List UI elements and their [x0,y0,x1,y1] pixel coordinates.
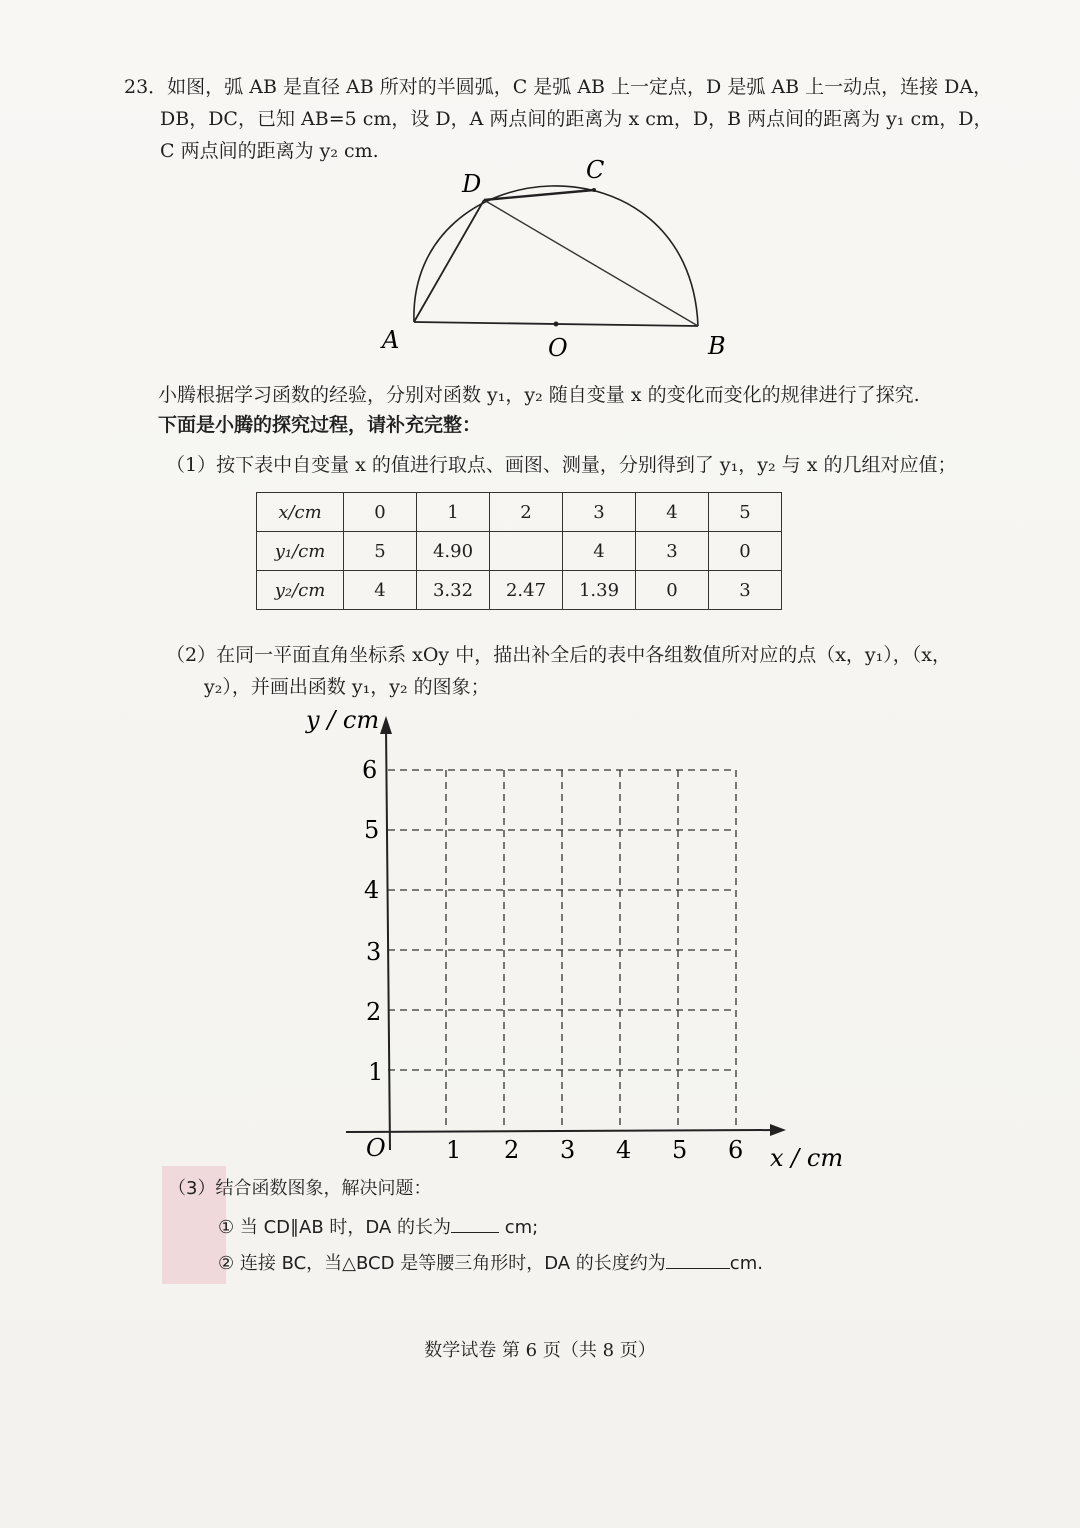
x-tick-5: 5 [672,1136,688,1164]
x-tick-2: 2 [504,1136,520,1164]
x-tick-3: 3 [560,1136,576,1164]
part2-line-1: （2）在同一平面直角坐标系 xOy 中，描出补全后的表中各组数值所对应的点（x，y₁），（x， [166,644,951,666]
y-axis [386,726,390,1150]
part2-line-2: y₂），并画出函数 y₁，y₂ 的图象； [204,676,490,698]
table-cell: 3 [709,571,782,610]
explore-line-2: 下面是小腾的探究过程，请补充完整： [158,414,482,436]
x-axis-arrow [770,1124,786,1136]
table-header-x: x/cm [257,493,344,532]
table-header-y2: y₂/cm [257,571,344,610]
table-cell: 4 [563,532,636,571]
question-line-1: 23．如图，弧 AB 是直径 AB 所对的半圆弧，C 是弧 AB 上一定点，D 是弧 AB 上一动点，连接 DA， [124,76,993,98]
table-cell: 2.47 [490,571,563,610]
y-tick-4: 4 [364,876,380,904]
table-cell: 1 [417,493,490,532]
table-cell: 0 [344,493,417,532]
label-d: D [462,170,482,198]
label-c: C [586,156,605,184]
y-axis-label: y / cm [306,706,380,734]
q2-text: ② 连接 BC，当△BCD 是等腰三角形时，DA 的长度约为 [218,1253,666,1274]
question-line-3: C 两点间的距离为 y₂ cm. [160,140,379,162]
y-axis-arrow [380,716,392,734]
part3-question-1 [218,1214,538,1241]
table-cell: 3 [636,532,709,571]
table-cell: 0 [636,571,709,610]
label-b: B [708,332,726,360]
q2-answer-blank[interactable] [666,1250,730,1269]
table-cell: 1.39 [563,571,636,610]
label-o: O [548,334,568,362]
q1-text: ① 当 CD∥AB 时，DA 的长为 [218,1217,451,1238]
question-line-2: DB，DC，已知 AB=5 cm，设 D，A 两点间的距离为 x cm，D，B 两点间的距离为 y₁ cm，D， [160,108,993,130]
table-cell: 3 [563,493,636,532]
page-footer: 数学试卷 第 6 页（共 8 页） [424,1340,656,1361]
table-cell: 2 [490,493,563,532]
table-cell: 3.32 [417,571,490,610]
origin-label: O [366,1134,386,1162]
y-tick-6: 6 [362,756,378,784]
table-cell: 4.90 [417,532,490,571]
x-tick-4: 4 [616,1136,632,1164]
table-cell: 5 [709,493,782,532]
q1-unit: cm; [504,1217,539,1238]
x-axis-label: x / cm [770,1144,844,1172]
y-tick-2: 2 [366,998,382,1026]
q2-unit: cm. [729,1253,763,1274]
table-cell: 4 [344,571,417,610]
x-axis [346,1130,776,1132]
y-tick-3: 3 [366,938,382,966]
x-tick-6: 6 [728,1136,744,1164]
part3-question-2 [218,1250,763,1277]
table-cell: 0 [709,532,782,571]
q1-answer-blank[interactable] [451,1214,499,1233]
table-cell: 5 [344,532,417,571]
y-tick-1: 1 [368,1058,384,1086]
y-tick-5: 5 [364,816,380,844]
part1-line: （1）按下表中自变量 x 的值进行取点、画图、测量，分别得到了 y₁，y₂ 与 x 的几组对应值； [166,454,957,476]
explore-line-1: 小腾根据学习函数的经验，分别对函数 y₁，y₂ 随自变量 x 的变化而变化的规律进行了探究. [158,384,920,406]
part3-heading: （3）结合函数图象，解决问题： [168,1178,432,1199]
label-a: A [382,326,400,354]
table-header-y1: y₁/cm [257,532,344,571]
x-tick-1: 1 [446,1136,462,1164]
table-cell: 4 [636,493,709,532]
grid-lines [388,770,736,1130]
